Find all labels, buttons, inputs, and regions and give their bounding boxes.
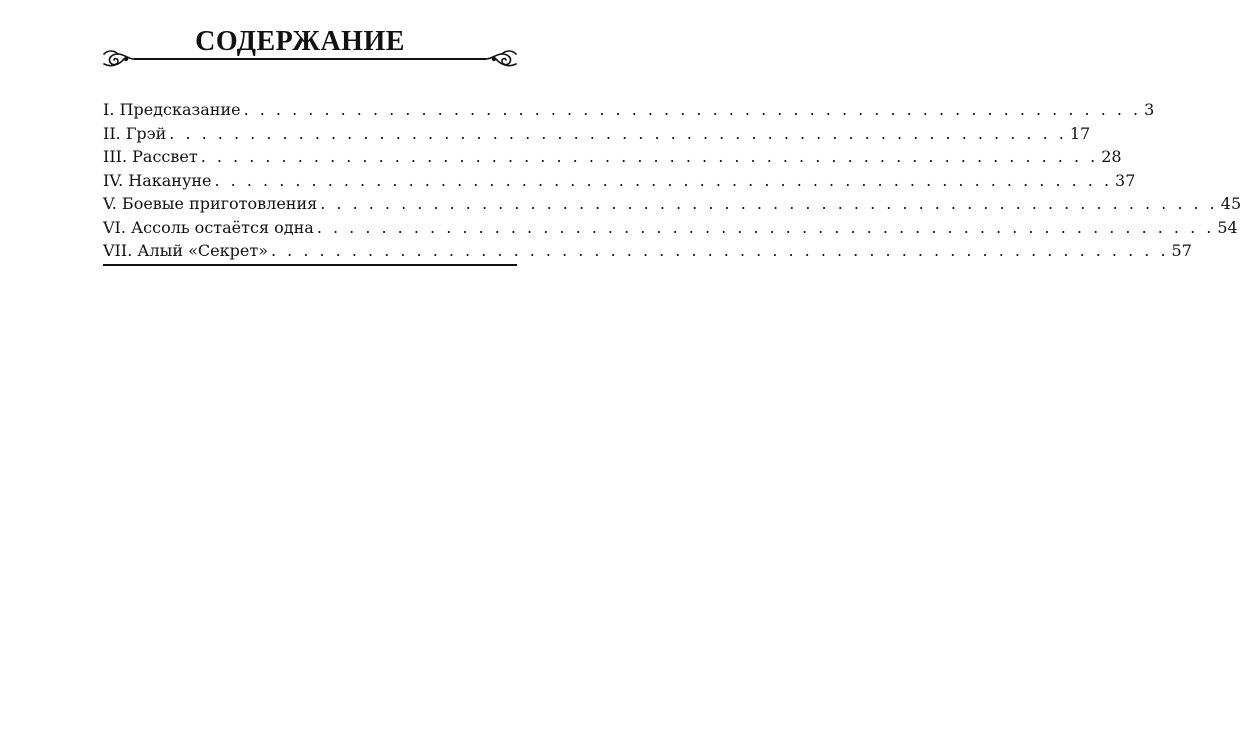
toc-entry-page: 3 [1144, 100, 1155, 119]
dot-leader: . . . . . . . . . . . . . . . . . . . . . . . . . . . . . . . . . . . . . . . . . . . . . . . . . . . . . . . . [243, 100, 1142, 119]
toc-entry[interactable] [103, 216, 1238, 240]
toc-entry-page: 45 [1220, 194, 1241, 213]
toc-entry[interactable] [103, 239, 1192, 263]
dot-leader: . . . . . . . . . . . . . . . . . . . . . . . . . . . . . . . . . . . . . . . . . . . . . . . . . . . . . . . . [320, 194, 1218, 213]
toc-entry-page: 28 [1101, 147, 1122, 166]
toc-entry-page: 57 [1171, 241, 1192, 260]
dot-leader: . . . . . . . . . . . . . . . . . . . . . . . . . . . . . . . . . . . . . . . . . . . . . . . . . . . . . . . . [316, 217, 1215, 237]
toc-entry-title: I. Предсказание [103, 100, 241, 119]
dot-leader: . . . . . . . . . . . . . . . . . . . . . . . . . . . . . . . . . . . . . . . . . . . . . . . . . . . . . . . . [200, 147, 1099, 166]
toc-entry-title: II. Грэй [103, 123, 167, 143]
toc-entry[interactable] [103, 145, 1122, 169]
toc-entry[interactable] [103, 169, 1136, 193]
dot-leader: . . . . . . . . . . . . . . . . . . . . . . . . . . . . . . . . . . . . . . . . . . . . . . . . . . . . . . . . [214, 170, 1113, 190]
toc-entry[interactable] [103, 122, 1091, 146]
right-flourish-icon [486, 51, 516, 66]
page-title: СОДЕРЖАНИЕ [195, 26, 405, 57]
table-of-contents [103, 98, 1241, 263]
toc-entry-title: VI. Ассоль остаётся одна [103, 217, 314, 237]
dot-leader: . . . . . . . . . . . . . . . . . . . . . . . . . . . . . . . . . . . . . . . . . . . . . . . . . . . . . . . . [169, 123, 1067, 143]
toc-entry-page: 54 [1217, 217, 1238, 237]
ornamental-divider [100, 46, 520, 72]
toc-entry[interactable] [103, 98, 1155, 122]
dot-leader: . . . . . . . . . . . . . . . . . . . . . . . . . . . . . . . . . . . . . . . . . . . . . . . . . . . . . . . . [270, 241, 1169, 260]
toc-entry-page: 37 [1115, 170, 1136, 190]
toc-entry-title: VII. Алый «Секрет» [103, 241, 268, 260]
toc-entry-title: IV. Накануне [103, 170, 212, 190]
toc-entry-title: V. Боевые приготовления [103, 194, 318, 213]
bottom-divider [103, 264, 517, 266]
toc-entry-title: III. Рассвет [103, 147, 198, 166]
left-flourish-icon [104, 51, 134, 66]
toc-entry-page: 17 [1069, 123, 1091, 143]
toc-entry[interactable] [103, 192, 1241, 216]
